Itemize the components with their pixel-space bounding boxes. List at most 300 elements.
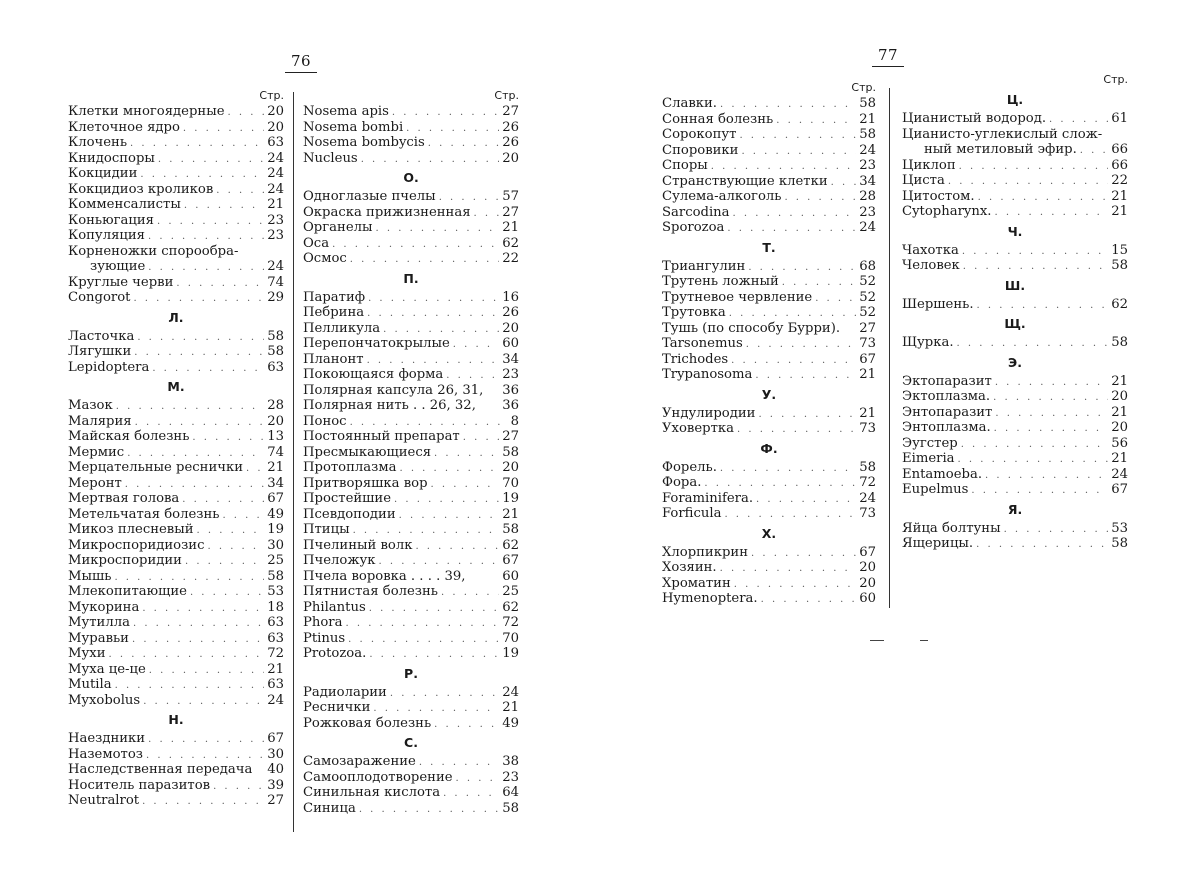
entry-term: Понос bbox=[303, 413, 347, 429]
entry-page: 26 bbox=[502, 119, 519, 135]
dot-leader bbox=[720, 461, 856, 477]
index-entry bbox=[68, 507, 284, 523]
entry-term: Ундулиродии bbox=[662, 405, 756, 421]
dot-leader bbox=[995, 406, 1108, 422]
entry-term: Планонт bbox=[303, 351, 364, 367]
entry-page: 39 bbox=[267, 777, 284, 793]
entry-term: Ласточка bbox=[68, 328, 135, 344]
index-entry bbox=[68, 615, 284, 631]
entry-term: Корненожки спорообра- bbox=[68, 243, 239, 259]
entry-page: 27 bbox=[502, 104, 519, 119]
dot-leader bbox=[1004, 522, 1109, 538]
entry-term: Сорокопут bbox=[662, 127, 737, 142]
index-entry bbox=[68, 275, 284, 291]
index-entry bbox=[68, 151, 284, 167]
entry-term: Trypanosoma bbox=[662, 367, 753, 382]
entry-page: 20 bbox=[502, 320, 519, 336]
index-entry bbox=[303, 305, 519, 321]
entry-term: Книдоспоры bbox=[68, 150, 155, 166]
dot-leader bbox=[142, 794, 264, 810]
index-entry bbox=[303, 631, 519, 647]
dot-leader bbox=[977, 298, 1109, 314]
entry-page: 25 bbox=[502, 584, 519, 599]
index-entry bbox=[303, 615, 519, 631]
index-entry bbox=[902, 142, 1128, 158]
dot-leader bbox=[751, 546, 856, 562]
entry-term: Philantus bbox=[303, 599, 366, 615]
entry-page: 74 bbox=[267, 274, 284, 290]
index-entry bbox=[68, 538, 284, 554]
dot-leader bbox=[183, 121, 264, 137]
entry-term: Mutila bbox=[68, 677, 112, 692]
dot-leader bbox=[148, 260, 264, 276]
entry-page: 24 bbox=[859, 142, 876, 158]
dot-leader bbox=[948, 174, 1108, 190]
letter-heading: Щ. bbox=[1004, 316, 1026, 331]
entry-term: Nosema bombycis bbox=[303, 135, 425, 150]
index-entry bbox=[68, 244, 284, 260]
entry-page: 26 bbox=[502, 305, 519, 320]
index-entry bbox=[902, 173, 1128, 189]
index-entry bbox=[303, 716, 519, 732]
index-entry bbox=[303, 429, 519, 445]
entry-term: Радиоларии bbox=[303, 684, 387, 700]
dot-leader bbox=[720, 561, 857, 577]
letter-heading: Ч. bbox=[1007, 223, 1023, 239]
entry-page: 63 bbox=[267, 135, 284, 150]
index-entry bbox=[902, 111, 1128, 127]
entry-page: 72 bbox=[267, 646, 284, 661]
dot-leader bbox=[332, 237, 499, 253]
entry-page: 40 bbox=[267, 762, 284, 777]
entry-term: Entamoeba. bbox=[902, 466, 983, 482]
dot-leader bbox=[157, 214, 264, 230]
dot-leader bbox=[739, 128, 856, 144]
entry-term: Мертвая голова bbox=[68, 491, 180, 506]
index-entry bbox=[68, 120, 284, 136]
entry-page: 19 bbox=[267, 522, 284, 537]
entry-term: Эугстер bbox=[902, 435, 958, 451]
index-entry bbox=[68, 778, 284, 794]
dot-leader bbox=[135, 415, 265, 431]
entry-page: 64 bbox=[502, 785, 519, 800]
index-entry bbox=[662, 259, 876, 275]
entry-term: Энтоплазма. bbox=[902, 420, 991, 435]
index-entry bbox=[662, 205, 876, 221]
entry-term: Клеточное ядро bbox=[68, 119, 180, 135]
dot-leader bbox=[350, 252, 499, 268]
entry-page: 49 bbox=[502, 715, 519, 731]
index-entry bbox=[303, 600, 519, 616]
index-entry bbox=[68, 793, 284, 809]
print-mark bbox=[870, 640, 884, 641]
dot-leader bbox=[994, 205, 1108, 221]
dot-leader bbox=[399, 508, 500, 524]
entry-page: 23 bbox=[859, 158, 876, 173]
index-entry bbox=[303, 220, 519, 236]
entry-page: 23 bbox=[267, 228, 284, 243]
index-entry bbox=[662, 352, 876, 368]
index-column-left-1 bbox=[68, 88, 284, 809]
dot-leader bbox=[115, 678, 265, 694]
entry-page: 21 bbox=[502, 220, 519, 235]
index-entry bbox=[662, 475, 876, 491]
entry-term: Паратиф bbox=[303, 289, 366, 305]
entry-term: Lepidoptera bbox=[68, 359, 150, 375]
entry-term: Мутилла bbox=[68, 615, 130, 630]
entry-page: 70 bbox=[502, 630, 519, 646]
dot-leader bbox=[1049, 112, 1108, 128]
entry-page: 67 bbox=[859, 544, 876, 560]
dot-leader bbox=[345, 616, 499, 632]
index-entry bbox=[303, 151, 519, 167]
entry-page: 58 bbox=[502, 522, 519, 537]
entry-term: Коньюгация bbox=[68, 212, 154, 228]
dot-leader bbox=[961, 437, 1109, 453]
index-entry bbox=[902, 297, 1128, 313]
entry-page: 28 bbox=[859, 189, 876, 204]
entry-page: 20 bbox=[502, 460, 519, 475]
index-entry bbox=[303, 507, 519, 523]
entry-page: 30 bbox=[267, 537, 284, 553]
dot-leader bbox=[443, 786, 499, 802]
entry-term: Псевдоподии bbox=[303, 506, 396, 522]
dot-leader bbox=[182, 492, 264, 508]
dot-leader bbox=[761, 592, 857, 608]
entry-term: Комменсалисты bbox=[68, 197, 181, 212]
entry-term: Foraminifera. bbox=[662, 490, 754, 506]
dot-leader bbox=[737, 422, 856, 438]
dot-leader bbox=[114, 570, 264, 586]
entry-term: Форель. bbox=[662, 459, 717, 475]
index-entry bbox=[68, 197, 284, 213]
dot-leader bbox=[222, 508, 264, 524]
index-entry bbox=[902, 335, 1128, 351]
entry-term: Перепончатокрылые bbox=[303, 336, 450, 351]
dot-leader bbox=[127, 446, 264, 462]
entry-term: Кокцидиоз кроликов bbox=[68, 181, 214, 197]
index-entry bbox=[902, 374, 1128, 390]
entry-term: Sporozoa bbox=[662, 220, 725, 235]
dot-leader bbox=[399, 461, 499, 477]
page-number-right: 77 bbox=[878, 46, 899, 64]
index-entry bbox=[68, 553, 284, 569]
entry-term: Славки. bbox=[662, 96, 717, 111]
entry-page: 24 bbox=[502, 684, 519, 700]
index-entry bbox=[68, 476, 284, 492]
entry-term: Чахотка bbox=[902, 242, 959, 258]
dot-leader bbox=[149, 663, 264, 679]
entry-term: Hymenoptera. bbox=[662, 591, 758, 606]
entry-term: Myxobolus bbox=[68, 692, 141, 708]
entry-page: 24 bbox=[859, 220, 876, 235]
dot-leader bbox=[184, 198, 264, 214]
index-entry bbox=[68, 731, 284, 747]
index-entry bbox=[68, 584, 284, 600]
entry-page: 63 bbox=[267, 630, 284, 646]
entry-page: 22 bbox=[1111, 173, 1128, 188]
index-entry bbox=[303, 414, 519, 430]
entry-term: Трутень ложный bbox=[662, 274, 779, 289]
entry-page: 23 bbox=[859, 204, 876, 220]
dot-leader bbox=[724, 507, 856, 523]
index-entry bbox=[68, 344, 284, 360]
entry-page: 67 bbox=[267, 491, 284, 506]
index-entry bbox=[902, 405, 1128, 421]
index-entry bbox=[303, 754, 519, 770]
index-entry bbox=[68, 290, 284, 306]
page-column-header: Стр. bbox=[851, 81, 876, 94]
dot-leader bbox=[109, 647, 265, 663]
entry-term: Пчеложук bbox=[303, 553, 376, 568]
entry-term: Странствующие клетки bbox=[662, 173, 828, 189]
index-entry bbox=[303, 135, 519, 151]
entry-page: 72 bbox=[502, 615, 519, 630]
entry-term: Лягушки bbox=[68, 344, 132, 359]
dot-leader bbox=[748, 260, 856, 276]
index-entry bbox=[662, 367, 876, 383]
entry-page: 67 bbox=[859, 351, 876, 367]
dot-leader bbox=[134, 345, 264, 361]
dot-leader bbox=[176, 276, 264, 292]
entry-term: Наездники bbox=[68, 731, 146, 746]
index-column-right-2 bbox=[902, 72, 1128, 552]
entry-page: 73 bbox=[859, 336, 876, 351]
entry-page: 72 bbox=[859, 475, 876, 490]
dot-leader bbox=[993, 390, 1108, 406]
index-entry bbox=[68, 429, 284, 445]
entry-page: 21 bbox=[859, 405, 876, 421]
dot-leader bbox=[373, 701, 499, 717]
page-column-header: Стр. bbox=[259, 89, 284, 102]
dot-leader bbox=[367, 353, 500, 369]
entry-term: Носитель паразитов bbox=[68, 777, 211, 793]
entry-term: Реснички bbox=[303, 700, 371, 715]
entry-page: 58 bbox=[502, 800, 519, 816]
letter-heading: Э. bbox=[1008, 354, 1022, 370]
dot-leader bbox=[146, 748, 264, 764]
index-entry bbox=[68, 182, 284, 198]
index-entry bbox=[662, 321, 876, 337]
entry-page: 16 bbox=[502, 289, 519, 305]
entry-page: 21 bbox=[502, 700, 519, 715]
dot-leader bbox=[197, 523, 265, 539]
index-entry bbox=[902, 536, 1128, 552]
entry-page: 38 bbox=[502, 754, 519, 769]
index-entry bbox=[303, 553, 519, 569]
entry-term: Малярия bbox=[68, 413, 132, 429]
dot-leader bbox=[711, 159, 856, 175]
dot-leader bbox=[731, 353, 856, 369]
entry-page: 74 bbox=[267, 444, 284, 460]
index-entry bbox=[68, 329, 284, 345]
entry-term: Хозяин. bbox=[662, 560, 717, 575]
entry-term: Хлорпикрин bbox=[662, 544, 748, 560]
entry-term: Пчела воровка . . . . 39, bbox=[303, 568, 466, 584]
entry-page: 62 bbox=[502, 235, 519, 251]
entry-term: Рожковая болезнь bbox=[303, 715, 432, 731]
dot-leader bbox=[116, 399, 264, 415]
index-entry bbox=[902, 451, 1128, 467]
dot-leader bbox=[994, 421, 1109, 437]
entry-term: Клочень bbox=[68, 135, 128, 150]
dot-leader bbox=[140, 167, 264, 183]
index-entry bbox=[662, 96, 876, 112]
index-entry bbox=[303, 383, 519, 399]
index-entry bbox=[662, 189, 876, 205]
entry-page: 21 bbox=[267, 460, 284, 475]
index-entry bbox=[68, 135, 284, 151]
index-entry bbox=[303, 352, 519, 368]
entry-page: 20 bbox=[267, 413, 284, 429]
dot-leader bbox=[369, 601, 500, 617]
entry-page: 13 bbox=[267, 429, 284, 444]
entry-page: 61 bbox=[1111, 111, 1128, 126]
entry-page: 24 bbox=[1111, 466, 1128, 482]
index-entry bbox=[902, 420, 1128, 436]
index-entry bbox=[662, 274, 876, 290]
dot-leader bbox=[741, 144, 856, 160]
index-entry bbox=[303, 801, 519, 817]
entry-page: 58 bbox=[859, 96, 876, 111]
entry-page: 34 bbox=[502, 351, 519, 367]
entry-term: Трутовка bbox=[662, 305, 726, 320]
entry-page: 24 bbox=[267, 259, 284, 274]
index-entry bbox=[662, 305, 876, 321]
index-entry bbox=[303, 646, 519, 662]
entry-page: 56 bbox=[1111, 435, 1128, 451]
entry-page: 20 bbox=[1111, 389, 1128, 404]
dot-leader bbox=[971, 483, 1108, 499]
entry-page: 21 bbox=[267, 661, 284, 677]
index-entry bbox=[902, 204, 1128, 220]
index-entry bbox=[303, 476, 519, 492]
entry-page: 36 bbox=[502, 398, 519, 413]
entry-page: 58 bbox=[1111, 335, 1128, 350]
entry-term: Эктопаразит bbox=[902, 373, 992, 389]
entry-page: 62 bbox=[502, 599, 519, 615]
entry-term: Органелы bbox=[303, 220, 373, 235]
entry-page: 60 bbox=[859, 591, 876, 606]
dot-leader bbox=[755, 368, 856, 384]
entry-page: 67 bbox=[502, 553, 519, 568]
dot-leader bbox=[376, 221, 500, 237]
entry-page: 58 bbox=[1111, 536, 1128, 551]
entry-page: 53 bbox=[267, 584, 284, 599]
entry-page: 30 bbox=[267, 746, 284, 762]
entry-page: 63 bbox=[267, 677, 284, 692]
index-entry bbox=[303, 445, 519, 461]
entry-term: Круглые черви bbox=[68, 274, 174, 290]
index-entry bbox=[662, 406, 876, 422]
entry-term: Phora bbox=[303, 615, 343, 630]
entry-term: Пятнистая болезнь bbox=[303, 584, 438, 599]
index-entry bbox=[902, 482, 1128, 498]
entry-page: 63 bbox=[267, 359, 284, 375]
letter-heading: У. bbox=[761, 386, 777, 402]
entry-term: Tarsonemus bbox=[662, 336, 743, 351]
entry-term: Уховертка bbox=[662, 421, 734, 436]
page-column-header: Стр. bbox=[1103, 73, 1128, 86]
dot-leader bbox=[720, 97, 856, 113]
entry-page: 58 bbox=[859, 459, 876, 475]
entry-term: Пчелиный волк bbox=[303, 537, 413, 553]
entry-page: 27 bbox=[502, 429, 519, 444]
index-entry bbox=[902, 389, 1128, 405]
letter-heading: Н. bbox=[168, 712, 184, 727]
entry-page: 34 bbox=[859, 173, 876, 189]
dot-leader bbox=[142, 601, 264, 617]
dot-leader bbox=[959, 159, 1109, 175]
entry-term: Тушь (по способу Бурри). bbox=[662, 320, 841, 336]
entry-term: Sarcodina bbox=[662, 204, 730, 220]
entry-page: 60 bbox=[502, 336, 519, 351]
entry-page: 52 bbox=[859, 274, 876, 289]
index-entry bbox=[303, 290, 519, 306]
dot-leader bbox=[383, 322, 499, 338]
dot-leader bbox=[704, 476, 856, 492]
index-entry bbox=[662, 158, 876, 174]
dot-leader bbox=[831, 175, 857, 191]
index-entry bbox=[68, 662, 284, 678]
dot-leader bbox=[152, 361, 264, 377]
entry-term: Осмос bbox=[303, 251, 347, 266]
index-entry bbox=[68, 600, 284, 616]
index-entry bbox=[68, 631, 284, 647]
letter-heading: С. bbox=[404, 735, 418, 750]
entry-page: 62 bbox=[1111, 296, 1128, 312]
entry-term: Forficula bbox=[662, 506, 722, 521]
letter-heading: Ш. bbox=[1004, 277, 1026, 293]
entry-page: 21 bbox=[1111, 373, 1128, 389]
dot-leader bbox=[359, 802, 499, 818]
dot-leader bbox=[148, 229, 264, 245]
index-column-right-1 bbox=[662, 80, 876, 607]
entry-term: Цитостом. bbox=[902, 188, 975, 204]
entry-term: Оса bbox=[303, 235, 330, 251]
dot-leader bbox=[782, 275, 856, 291]
entry-page: 73 bbox=[859, 421, 876, 436]
dot-leader bbox=[453, 337, 499, 353]
entry-term: Ptinus bbox=[303, 630, 346, 646]
index-entry bbox=[303, 205, 519, 221]
entry-page: 58 bbox=[267, 328, 284, 344]
dot-leader bbox=[734, 577, 856, 593]
dot-leader bbox=[246, 461, 264, 477]
index-entry bbox=[68, 398, 284, 414]
dot-leader bbox=[985, 468, 1108, 484]
entry-page: 24 bbox=[267, 181, 284, 197]
letter-heading: Р. bbox=[404, 665, 418, 681]
entry-page: 21 bbox=[1111, 204, 1128, 219]
dot-leader bbox=[958, 452, 1109, 468]
letter-heading: Ц. bbox=[1006, 92, 1024, 107]
letter-heading: Л. bbox=[168, 309, 184, 325]
entry-page: 52 bbox=[859, 289, 876, 305]
entry-term: Сулема-алкоголь bbox=[662, 189, 782, 204]
index-entry bbox=[303, 460, 519, 476]
dot-leader bbox=[132, 632, 264, 648]
entry-page: 52 bbox=[859, 305, 876, 320]
index-entry bbox=[662, 576, 876, 592]
index-entry bbox=[303, 189, 519, 205]
dot-leader bbox=[727, 221, 856, 237]
index-entry bbox=[902, 467, 1128, 483]
letter-heading: О. bbox=[403, 170, 419, 185]
page-column-header: Стр. bbox=[494, 89, 519, 102]
letter-heading: Я. bbox=[1007, 501, 1023, 517]
index-entry bbox=[662, 421, 876, 437]
